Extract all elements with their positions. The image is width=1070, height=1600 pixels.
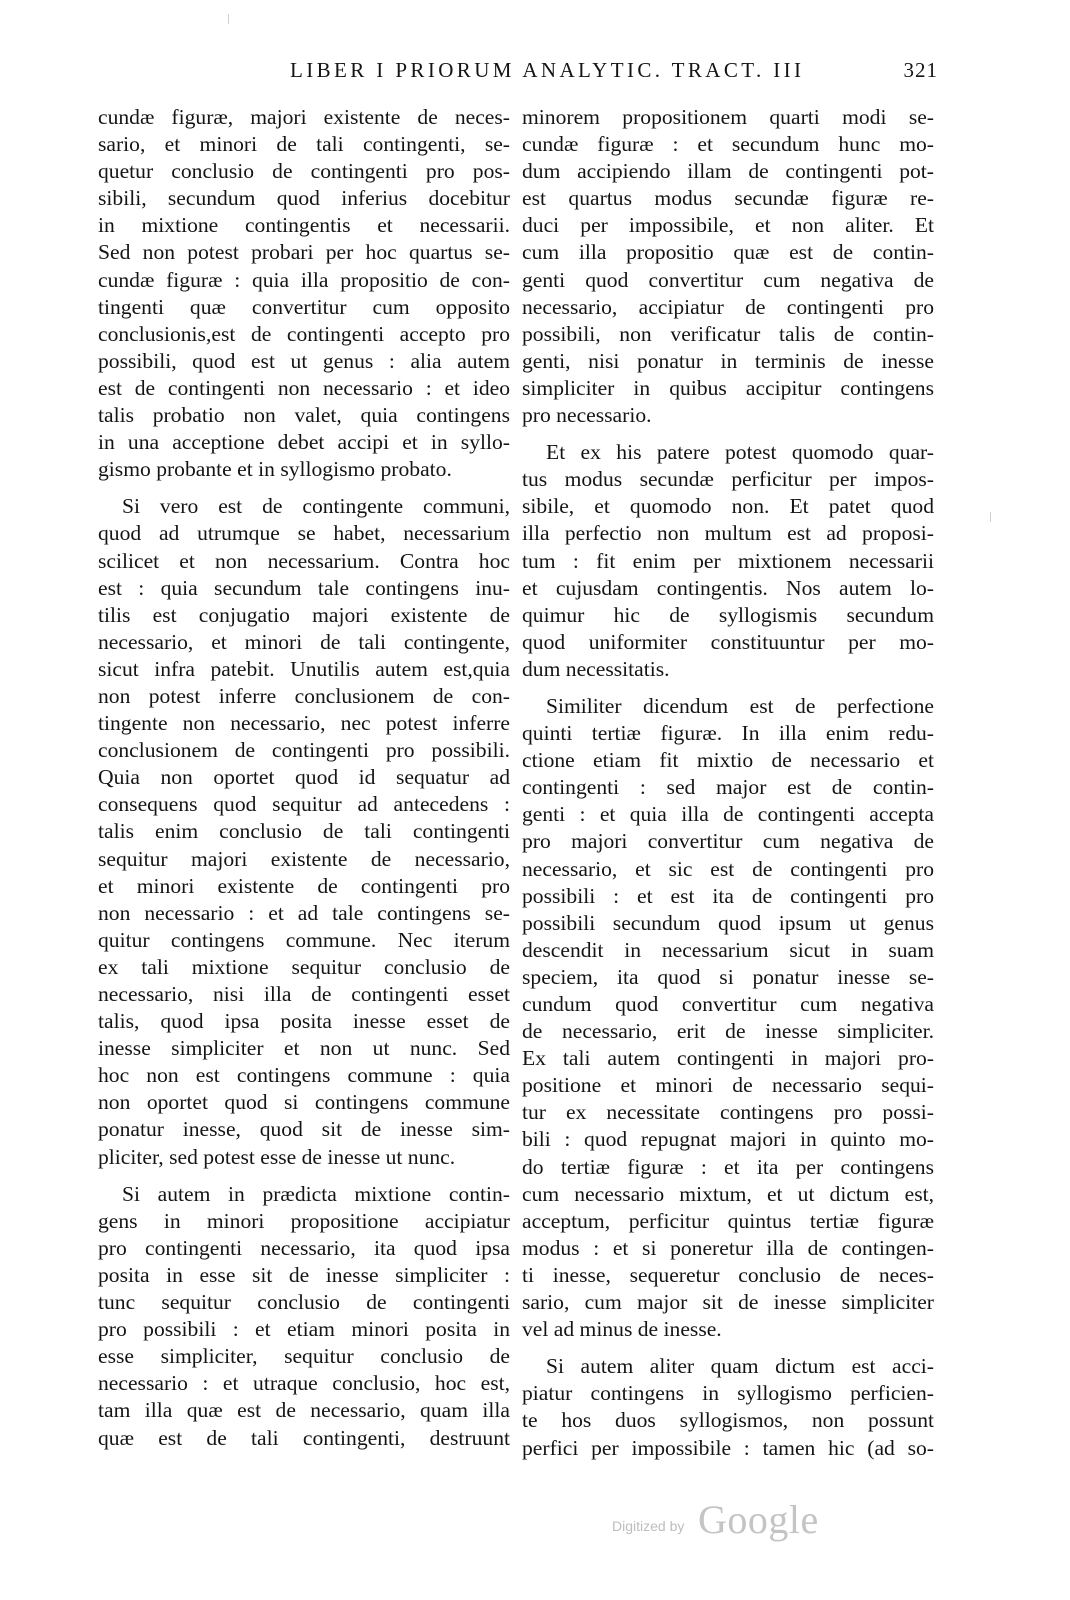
text-line: pro majori convertitur cum negativa de [522, 829, 934, 854]
text-line: genti : et quia illa de contingenti accepta [522, 802, 934, 827]
page-header [100, 58, 950, 92]
text-line: quæ est de tali contingenti, destruunt [98, 1425, 510, 1450]
text-line: non potest inferre conclusionem de con- [98, 683, 510, 708]
text-line: dum necessitatis. [522, 656, 670, 681]
text-line: necessario : et utraque conclusio, hoc est, [98, 1371, 510, 1396]
text-line: tam illa quæ est de necessario, quam illa [98, 1398, 510, 1423]
text-line: quod uniformiter constituuntur per mo- [522, 629, 934, 654]
text-line: speciem, ita quod si ponatur inesse se- [522, 964, 934, 989]
paragraph [522, 104, 934, 429]
text-line: pro possibili : et etiam minori posita in [98, 1317, 510, 1342]
text-line: possibili, quod est ut genus : alia autem [98, 348, 510, 373]
text-line: pro contingenti necessario, ita quod ipsa [98, 1235, 510, 1260]
text-line: Si autem in prædicta mixtione contin- [122, 1181, 510, 1206]
text-line: tus modus secundæ perficitur per impos- [522, 467, 934, 492]
digitized-watermark [612, 1496, 842, 1548]
text-line: Sed non potest probari per hoc quartus se- [98, 240, 510, 265]
text-line: talis enim conclusio de tali contingenti [98, 819, 510, 844]
text-line: in una acceptione debet accipi et in syllo- [98, 430, 510, 455]
text-line: modus : et si poneretur illa de contingen- [522, 1235, 934, 1260]
page-number: 321 [903, 58, 938, 82]
text-line: genti, nisi ponatur in terminis de inesse [522, 348, 934, 373]
text-line: perfici per impossibile : tamen hic (ad so- [522, 1435, 934, 1460]
text-line: inesse simpliciter et non ut nunc. Sed [98, 1036, 510, 1061]
text-line: necessario, et minori de tali contingente, [98, 629, 510, 654]
text-line: quetur conclusio de contingenti pro pos- [98, 159, 510, 184]
text-line: pliciter, sed potest esse de inesse ut nunc. [98, 1144, 456, 1169]
text-line: minorem propositionem quarti modi se- [522, 105, 934, 129]
paragraph [98, 104, 510, 483]
scan-mark [228, 14, 229, 24]
text-line: cundæ figuræ, majori existente de neces- [98, 105, 510, 129]
text-line: acceptum, perficitur quintus tertiæ figuræ [522, 1208, 934, 1233]
text-line: Si vero est de contingente communi, [122, 494, 510, 519]
text-line: ex tali mixtione sequitur conclusio de [98, 954, 510, 979]
text-line: pro necessario. [522, 403, 652, 428]
text-line: ponatur inesse, quod sit de inesse sim- [98, 1117, 510, 1142]
text-line: sario, cum major sit de inesse simpliciter [522, 1290, 934, 1315]
google-logo: Google [698, 1497, 819, 1542]
text-line: tur ex necessitate contingens pro possi- [522, 1100, 934, 1125]
text-line: necessario, accipiatur de contingenti pro [522, 294, 934, 319]
text-line: piatur contingens in syllogismo perficien- [522, 1381, 934, 1406]
text-line: posita in esse sit de inesse simpliciter : [98, 1262, 510, 1287]
paragraph [522, 1353, 934, 1461]
text-line: positione et minori de necessario sequi- [522, 1073, 934, 1098]
text-line: est : quia secundum tale contingens inu- [98, 575, 510, 600]
text-line: possibili secundum quod ipsum ut genus [522, 910, 934, 935]
text-line: sibile, et quomodo non. Et patet quod [522, 494, 934, 519]
text-line: non oportet quod si contingens commune [98, 1090, 510, 1115]
text-line: duci per impossibile, et non aliter. Et [522, 213, 934, 238]
text-line: vel ad minus de inesse. [522, 1317, 722, 1342]
paragraph-gap [98, 483, 510, 493]
scan-mark [990, 512, 991, 522]
text-line: consequens quod sequitur ad antecedens : [98, 792, 510, 817]
text-line: necessario, nisi illa de contingenti esset [98, 982, 510, 1006]
text-line: esse simpliciter, sequitur conclusio de [98, 1344, 510, 1369]
text-line: illa perfectio non multum est ad proposi- [522, 521, 934, 546]
text-line: talis probatio non valet, quia contingens [98, 403, 510, 428]
text-line: cundæ figuræ : et secundum hunc mo- [522, 132, 934, 157]
text-line: ti inesse, sequeretur conclusio de neces- [522, 1262, 934, 1287]
running-title: LIBER I PRIORUM ANALYTIC. TRACT. III [290, 58, 805, 82]
paragraph [98, 493, 510, 1170]
text-line: tum : fit enim per mixtionem necessarii [522, 548, 934, 573]
text-line: descendit in necessarium sicut in suam [522, 937, 934, 962]
text-line: do tertiæ figuræ : et ita per contingens [522, 1154, 934, 1179]
text-line: tilis est conjugatio majori existente de [98, 602, 510, 627]
text-line: quinti tertiæ figuræ. In illa enim redu- [522, 721, 934, 746]
text-line: et cujusdam contingentis. Nos autem lo- [522, 575, 934, 600]
text-line: te hos duos syllogismos, non possunt [522, 1408, 934, 1433]
paragraph [522, 439, 934, 683]
text-line: simpliciter in quibus accipitur contingens [522, 375, 934, 400]
text-line: conclusionis,est de contingenti accepto pro [98, 321, 510, 346]
text-line: quitur contingens commune. Nec iterum [98, 927, 510, 952]
text-line: sario, et minori de tali contingenti, se- [98, 132, 510, 157]
text-line: est de contingenti non necessario : et ideo [98, 375, 510, 400]
text-line: quod ad utrumque se habet, necessarium [98, 521, 510, 546]
text-line: possibili, non verificatur talis de contin- [522, 321, 934, 346]
text-line: cundum quod convertitur cum negativa [522, 992, 934, 1016]
paragraph-gap [522, 429, 934, 439]
text-line: sequitur majori existente de necessario, [98, 846, 510, 871]
text-line: hoc non est contingens commune : quia [98, 1063, 510, 1088]
text-line: sibili, secundum quod inferius docebitur [98, 186, 510, 211]
text-line: cundæ figuræ : quia illa propositio de con- [98, 267, 510, 292]
text-line: gismo probante et in syllogismo probato. [98, 457, 452, 482]
text-column-right [522, 104, 934, 1462]
digitized-by-label: Digitized by [612, 1518, 685, 1534]
text-line: non necessario : et ad tale contingens se- [98, 900, 510, 925]
text-line: in mixtione contingentis et necessarii. [98, 213, 510, 238]
text-line: genti quod convertitur cum negativa de [522, 267, 934, 292]
paragraph-gap [522, 683, 934, 693]
paragraph [98, 1181, 510, 1452]
text-line: conclusionem de contingenti pro possibili. [98, 738, 510, 763]
text-line: cum necessario mixtum, et ut dictum est, [522, 1181, 934, 1206]
text-line: est quartus modus secundæ figuræ re- [522, 186, 934, 211]
text-line: de necessario, erit de inesse simpliciter. [522, 1019, 934, 1044]
text-line: dum accipiendo illam de contingenti pot- [522, 159, 934, 184]
paragraph [522, 693, 934, 1343]
text-line: tingenti quæ convertitur cum opposito [98, 294, 510, 319]
text-line: et minori existente de contingenti pro [98, 873, 510, 898]
text-line: possibili : et est ita de contingenti pro [522, 883, 934, 908]
text-line: tingente non necessario, nec potest inferre [98, 711, 510, 736]
text-line: Ex tali autem contingenti in majori pro- [522, 1046, 934, 1071]
text-line: tunc sequitur conclusio de contingenti [98, 1290, 510, 1315]
paragraph-gap [98, 1171, 510, 1181]
text-line: ctione etiam fit mixtio de necessario et [522, 748, 934, 773]
text-line: Quia non oportet quod id sequatur ad [98, 765, 510, 790]
text-line: gens in minori propositione accipiatur [98, 1208, 510, 1233]
text-line: necessario, et sic est de contingenti pro [522, 856, 934, 881]
text-line: quimur hic de syllogismis secundum [522, 602, 934, 627]
text-line: scilicet et non necessarium. Contra hoc [98, 548, 510, 573]
text-line: contingenti : sed major est de contin- [522, 775, 934, 800]
text-line: cum illa propositio quæ est de contin- [522, 240, 934, 265]
text-line: Similiter dicendum est de perfectione [546, 693, 934, 718]
text-column-left [98, 104, 510, 1452]
text-line: Et ex his patere potest quomodo quar- [546, 440, 934, 465]
text-line: sicut infra patebit. Unutilis autem est,quia [98, 656, 510, 681]
paragraph-gap [522, 1343, 934, 1353]
text-line: talis, quod ipsa posita inesse esset de [98, 1009, 510, 1034]
text-line: bili : quod repugnat majori in quinto mo- [522, 1127, 934, 1152]
text-line: Si autem aliter quam dictum est acci- [546, 1354, 934, 1379]
